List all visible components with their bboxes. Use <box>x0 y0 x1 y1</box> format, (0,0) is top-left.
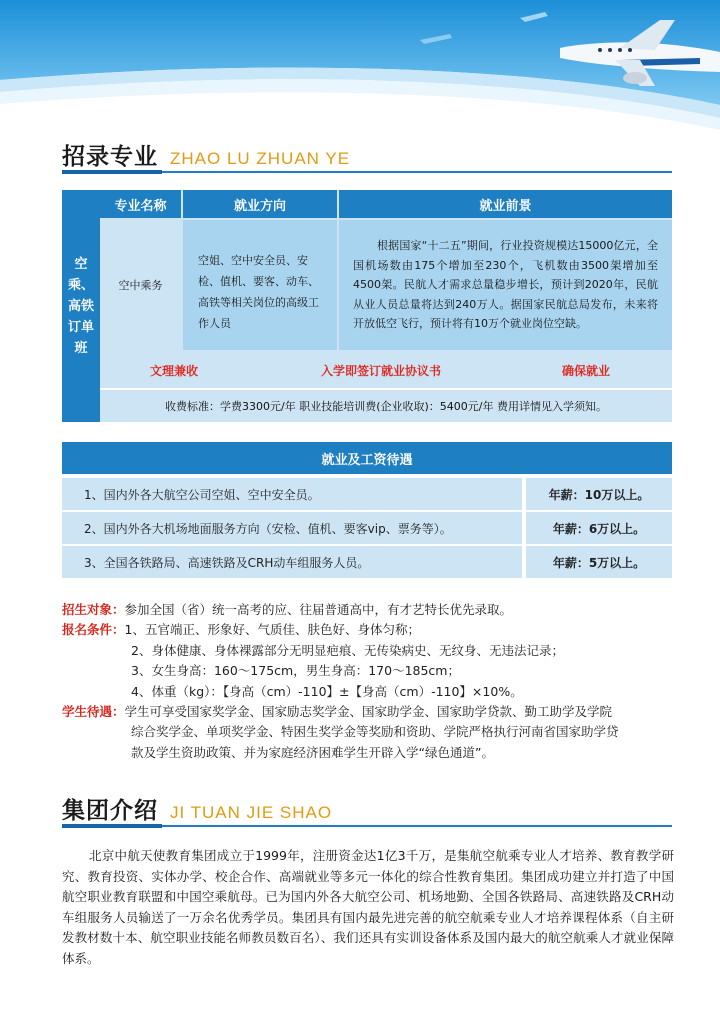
prospect-cell <box>339 220 672 350</box>
group-intro-paragraph: 北京中航天使教育集团成立于1999年，注册资金达1亿3千万，是集航空航乘专业人才培养、教育教学研究、教育投资、实体办学、校企合作、高端就业等多元一体化的综合性教育集团。集团成功建立并打造了中国航空职业教育联盟和中国空乘航母。已为国内外各大航空公司、机场地勤、全国各铁路局、高速铁路及CRH动车组服务人员输送了一万余名优秀学员。集团具有国内最先进完善的航空航乘专业人才培养课程体系（自主研发教材数十本、航空职业技能名师教员数百名）、我们还具有实训设备体系及国内最大的航空航乘人才就业保障体系。 <box>62 848 674 966</box>
salary-desc: 1、国内外各大航空公司空姐、空中安全员。 <box>62 478 522 510</box>
airplane-banner-graphic <box>0 0 720 130</box>
conditions-line <box>62 620 420 641</box>
salary-value: 年薪：10万以上。 <box>526 478 672 510</box>
program-side-label: 空乘、高铁订单班 <box>62 190 100 422</box>
section-title-cn: 集团介绍 <box>62 798 158 824</box>
condition-item: 2、身体健康、身体裸露部分无明显疤痕、无传染病史、无纹身、无违法记录； <box>131 643 564 658</box>
table-row <box>62 512 672 544</box>
salary-table-title: 就业及工资待遇 <box>62 442 672 474</box>
section-title-cn: 招录专业 <box>62 144 158 170</box>
condition-item: 3、女生身高：160～175cm，男生身高：170～185cm； <box>131 663 460 678</box>
section-title-admissions <box>62 138 350 171</box>
section-divider <box>62 171 672 173</box>
salary-value: 年薪：6万以上。 <box>526 512 672 544</box>
highlight-3: 确保就业 <box>562 364 611 378</box>
major-name: 空中乘务 <box>118 279 163 292</box>
header-banner <box>0 0 720 130</box>
condition-item: 1、五官端正、形象好、气质佳、肤色好、身体匀称； <box>124 622 420 637</box>
header-prospect: 就业前景 <box>339 190 672 218</box>
condition-item: 4、体重（kg）：【身高（cm）-110】±【身高（cm）-110】×10%。 <box>131 684 523 699</box>
program-table <box>62 190 672 422</box>
direction-text: 空姐、空中安全员、安检、值机、要客、动车、高铁等相关岗位的高级工作人员 <box>198 254 319 330</box>
benefit-line <box>62 702 612 723</box>
section-title-en: JI TUAN JIE SHAO <box>170 803 333 822</box>
benefit-text: 款及学生资助政策、并为家庭经济困难学生开辟入学“绿色通道”。 <box>131 745 494 760</box>
target-line <box>62 600 512 621</box>
section-title-group <box>62 792 332 825</box>
target-label: 招生对象： <box>62 602 125 617</box>
direction-cell <box>183 220 337 350</box>
conditions-label: 报名条件： <box>62 622 125 637</box>
salary-value: 年薪：5万以上。 <box>526 546 672 578</box>
fee-text: 收费标准：学费3300元/年 职业技能培训费(企业收取)：5400元/年 费用详情见入学须知。 <box>165 400 607 413</box>
header-direction: 就业方向 <box>183 190 337 218</box>
salary-table <box>62 442 672 570</box>
target-text: 参加全国（省）统一高考的应、往届普通高中，有才艺特长优先录取。 <box>124 602 513 617</box>
highlight-1: 文理兼收 <box>150 364 199 378</box>
benefit-text: 学生可享受国家奖学金、国家励志奖学金、国家助学金、国家助学贷款、勤工助学及学院 <box>124 704 613 719</box>
prospect-text: 根据国家“十二五”期间，行业投资规模达15000亿元，全国机场数由175个增加至230个，飞机数由3500架增加至4500架。民航人才需求总量稳步增长，预计到2020年，民航从业人员总量将达到240万人。据国家民航总局发布，未来将开放低空飞行，预计将有10万个就业岗位空缺。 <box>353 239 658 330</box>
highlight-2: 入学即签订就业协议书 <box>321 364 442 378</box>
table-row <box>62 546 672 578</box>
table-row <box>62 478 672 510</box>
header-major: 专业名称 <box>100 190 181 218</box>
benefit-text: 综合奖学金、单项奖学金、特困生奖学金等奖励和资助、学院严格执行河南省国家助学贷 <box>131 724 619 739</box>
salary-desc: 3、全国各铁路局、高速铁路及CRH动车组服务人员。 <box>62 546 522 578</box>
section-title-en: ZHAO LU ZHUAN YE <box>170 149 351 168</box>
benefit-label: 学生待遇： <box>62 704 125 719</box>
major-cell <box>100 220 181 350</box>
salary-desc: 2、国内外各大机场地面服务方向（安检、值机、要客vip、票务等）。 <box>62 512 522 544</box>
section-divider <box>62 825 672 827</box>
